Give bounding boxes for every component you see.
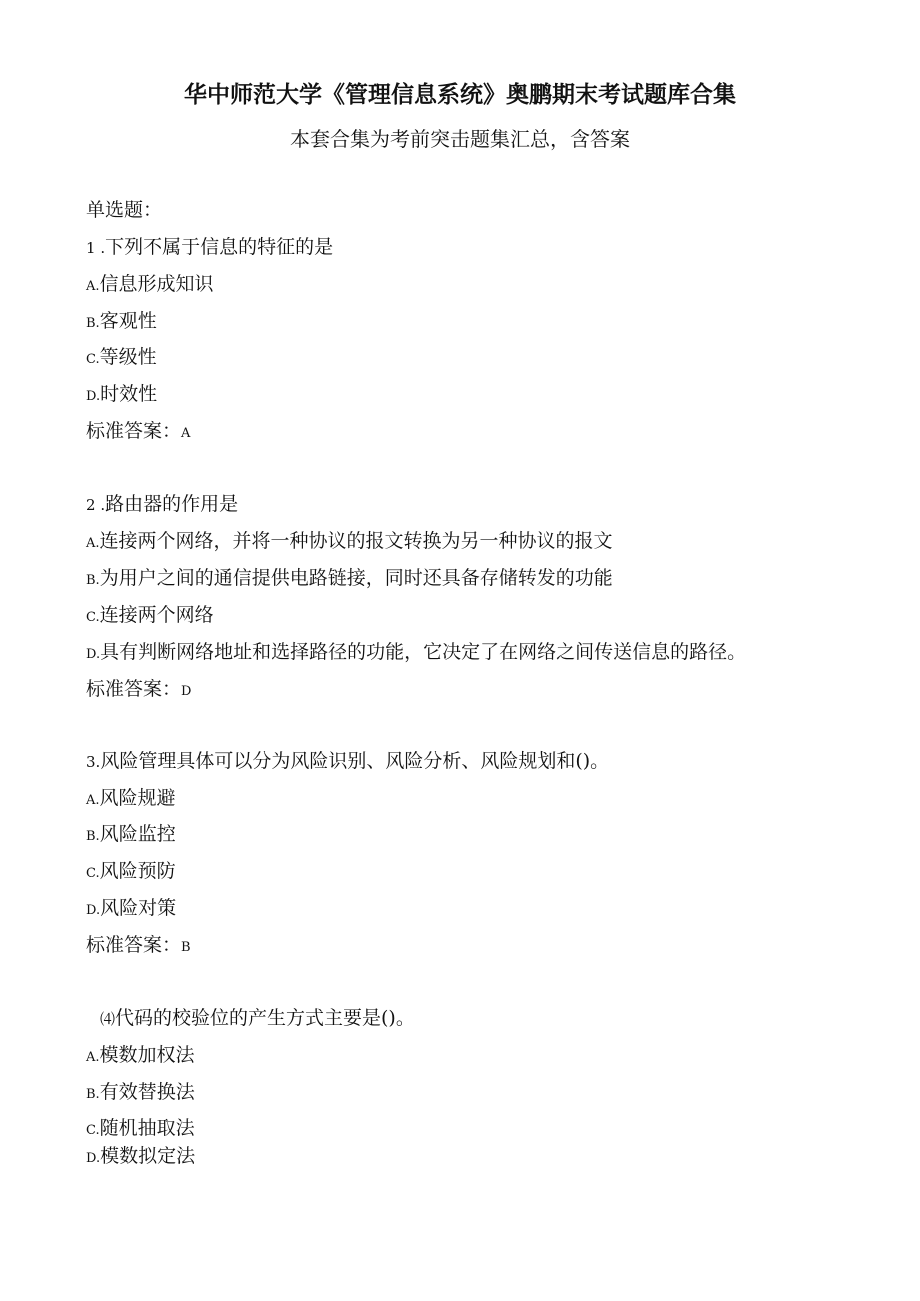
answer-value: A (181, 426, 191, 441)
option-letter: D. (86, 903, 101, 918)
question-4-option-c (86, 1115, 195, 1144)
option-text: 风险预防 (99, 860, 176, 882)
question-3-option-c (86, 858, 176, 887)
question-2-answer (86, 676, 191, 705)
option-text: 等级性 (99, 346, 157, 368)
question-number: 1 (86, 239, 96, 257)
question-text: 代码的校验位的产生方式主要是()。 (115, 1007, 415, 1029)
option-letter: B. (86, 829, 100, 844)
page-title: 华中师范大学《管理信息系统》奥鹏期末考试题库合集 (184, 82, 736, 108)
question-1-option-b (86, 308, 157, 337)
question-text: 风险管理具体可以分为风险识别、风险分析、风险规划和()。 (100, 750, 610, 772)
option-text: 为用户之间的通信提供电路链接，同时还具备存储转发的功能 (99, 567, 613, 589)
option-text: 时效性 (100, 383, 158, 405)
option-letter: A. (86, 536, 100, 551)
answer-label: 标准答案： (86, 934, 182, 956)
question-2-option-d (86, 639, 746, 668)
option-text: 风险监控 (99, 823, 176, 845)
question-1-stem (86, 234, 333, 261)
answer-label: 标准答案： (86, 678, 182, 700)
question-3-option-a (86, 785, 176, 814)
option-text: 随机抽取法 (99, 1117, 195, 1139)
question-text: 路由器的作用是 (105, 493, 239, 515)
question-4-option-d (86, 1143, 195, 1172)
answer-value: D (181, 684, 192, 699)
option-text: 信息形成知识 (99, 273, 214, 295)
option-text: 风险对策 (100, 897, 177, 919)
question-3-answer (86, 932, 191, 961)
option-text: 客观性 (99, 310, 157, 332)
answer-value: B (181, 940, 191, 955)
question-number: 2 (86, 496, 96, 514)
option-letter: D. (86, 389, 101, 404)
question-2-option-b (86, 565, 613, 594)
option-letter: D. (86, 647, 101, 662)
option-letter: C. (86, 610, 100, 625)
option-text: 模数拟定法 (100, 1145, 196, 1167)
answer-label: 标准答案： (86, 420, 182, 442)
question-1-option-c (86, 344, 157, 373)
option-letter: B. (86, 1087, 100, 1102)
page-subtitle: 本套合集为考前突击题集汇总，含答案 (290, 127, 630, 151)
option-text: 模数加权法 (99, 1044, 195, 1066)
option-text: 风险规避 (99, 787, 176, 809)
option-text: 有效替换法 (99, 1081, 195, 1103)
option-letter: C. (86, 1123, 100, 1138)
option-text: 具有判断网络地址和选择路径的功能，它决定了在网络之间传送信息的路径。 (100, 641, 747, 663)
option-letter: D. (86, 1151, 101, 1166)
question-number: ⑷ (100, 1010, 116, 1028)
option-letter: B. (86, 316, 100, 331)
question-4-option-a (86, 1042, 195, 1071)
option-letter: C. (86, 866, 100, 881)
question-4-stem (100, 1005, 415, 1032)
question-1-option-d (86, 381, 157, 410)
option-text: 连接两个网络，并将一种协议的报文转换为另一种协议的报文 (99, 530, 613, 552)
question-3-option-b (86, 821, 176, 850)
option-letter: A. (86, 279, 100, 294)
question-4-option-b (86, 1079, 195, 1108)
option-letter: A. (86, 1050, 100, 1065)
question-number: 3. (86, 753, 101, 771)
question-3-stem (86, 748, 609, 775)
question-2-option-c (86, 602, 214, 631)
question-text: 下列不属于信息的特征的是 (105, 236, 334, 258)
question-2-option-a (86, 528, 613, 557)
section-label: 单选题： (86, 199, 163, 221)
question-3-option-d (86, 895, 176, 924)
question-number-separator: . (95, 496, 106, 514)
option-letter: A. (86, 793, 100, 808)
question-2-stem (86, 491, 238, 518)
option-letter: B. (86, 573, 100, 588)
option-text: 连接两个网络 (99, 604, 214, 626)
question-1-answer (86, 418, 190, 447)
option-letter: C. (86, 352, 100, 367)
question-1-option-a (86, 271, 214, 300)
question-number-separator: . (95, 239, 106, 257)
